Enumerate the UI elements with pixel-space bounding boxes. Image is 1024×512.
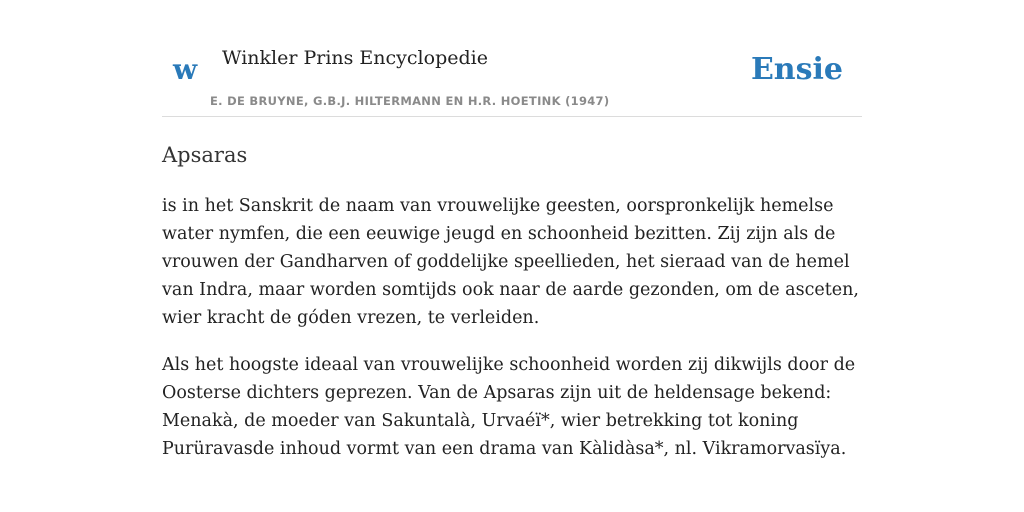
authors-line: E. DE BRUYNE, G.B.J. HILTERMANN EN H.R. HOETINK (1947) bbox=[210, 94, 610, 108]
ensie-logo[interactable]: Ensie bbox=[750, 52, 843, 87]
article-paragraph-2: Als het hoogste ideaal van vrouwelijke schoonheid worden zij dikwijls door de Oosterse dichters geprezen. Van de Apsaras zijn uit de heldensage bekend: Menakà, de moeder van Sakuntalà, Urvaéï*, wier betrekking tot koning Purüravasde inhoud vormt van een drama van Kàlidàsa*, nl. Vikramorvasïya. bbox=[162, 355, 856, 459]
encyclopedia-title[interactable]: Winkler Prins Encyclopedie bbox=[222, 47, 488, 69]
site-header bbox=[162, 0, 862, 117]
page-container bbox=[162, 0, 862, 459]
winkler-prins-logo-icon[interactable]: w bbox=[173, 53, 198, 86]
article-title: Apsaras bbox=[162, 143, 248, 167]
article-paragraph-1: is in het Sanskrit de naam van vrouwelijke geesten, oorspronkelijk hemelse water nymfen, die een eeuwige jeugd en schoonheid bezitten. Zij zijn als de vrouwen der Gandharven of goddelijke speellieden, het sieraad van de hemel van Indra, maar worden somtijds ook naar de aarde gezonden, om de asceten, wier kracht de góden vrezen, te verleiden. bbox=[162, 196, 859, 328]
